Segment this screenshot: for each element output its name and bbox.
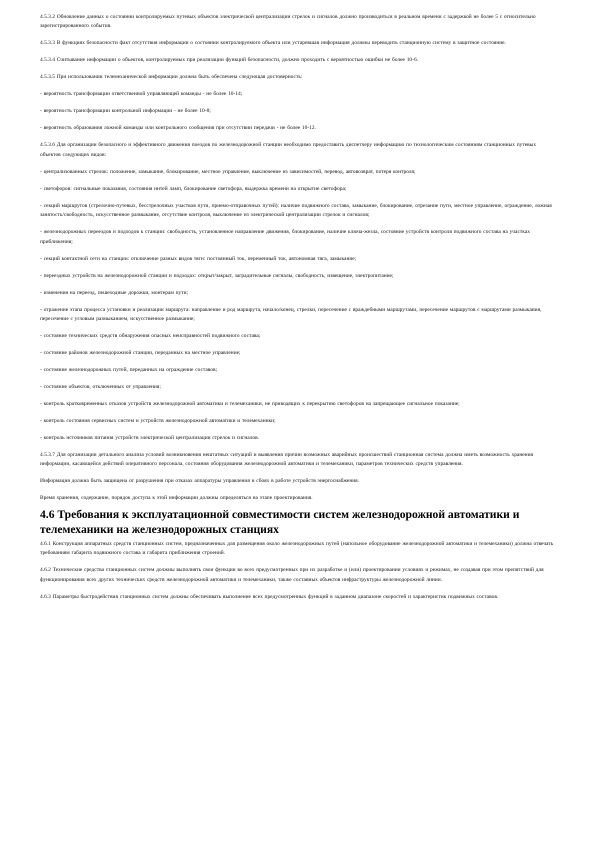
- list-item: - секций контактной сети на станции: отключение разных видов тяги: постоянный ток, переменный ток, автономная тяга, замыкание;: [40, 255, 357, 262]
- list-item: - переездных устройств на железнодорожной станции и подходах: открыт/закрыт, заградительные сигналы, свободность, извещение, электропитание;: [40, 272, 394, 279]
- list-item: - контроль кратковременных отказов устройств железнодорожной автоматики и телемеханики, не приводящих к перекрытию светофоров на запрещающее сигнальное показание;: [40, 401, 460, 408]
- list-item: - состояние железнодорожных путей, переданных на ограждение составов;: [40, 367, 218, 374]
- list-item: - изменения на переезд, пешеходные дорожки, монтерам пути;: [40, 289, 189, 296]
- section-4-5-3: [40, 13, 555, 504]
- list-item: - контроль состояния сервисных систем и устройств железнодорожной автоматики и телемеханики;: [40, 418, 276, 425]
- list-item: - состояние объектов, отключенных от управления;: [40, 384, 161, 391]
- list-item: - вероятность трансформации ответственной управляющей команды - не более 10-14;: [40, 91, 243, 98]
- list-item: - секций маршрутов (стрелочно-путевых, бесстрелочных участков пути, приемо-отправочных путей): наличие подвижного состава, замыкание, блокирование, отрезание пути, местное управление, ограждение, ложная занятость/свободность, искусственное размыкание, отсутствие контроля, выключение из электрической централизации стрелок и сигналов;: [40, 202, 552, 219]
- paragraph: Время хранения, содержание, порядок доступа к этой информации должны определяться на этапе проектирования.: [40, 495, 313, 502]
- paragraph: 4.5.3.2 Обновление данных о состоянии контролируемых путевых объектов электрической централизации стрелок и сигналов должно производиться в реальном времени с задержкой не более 5 с относительно зарегистрированного события.: [40, 14, 536, 30]
- list-item: - централизованных стрелок: положение, замыкание, блокирование, местное управление, выключение из зависимостей, перевод, автовозврат, потеря контроля;: [40, 168, 416, 175]
- list-item: - отражение этапа процесса установки и реализации маршрута: направление и род маршрута, начало/конец, стрелки, пересечение с враждебными маршрутами, пересечение маршрутов с маршрутами размыкания, пересечение с угловым размыканием, искусственное размыкание;: [40, 306, 542, 323]
- section-heading: 4.6 Требования к эксплуатационной совместимости систем железнодорожной автоматики и телемеханики на железнодорожных станциях: [40, 507, 520, 536]
- paragraph: 4.6.3 Параметры быстродействия станционных систем должны обеспечивать выполнение всех предусмотренных функций в заданном диапазоне скоростей и характеристик подвижных составов.: [40, 593, 499, 600]
- paragraph: 4.5.3.6 Для организации безопасного и эффективного движения поездов по железнодорожной станции необходимо предоставить диспетчеру информацию по технологическим состояниям станционных путевых объектов следующих видов:: [40, 142, 537, 158]
- paragraph: 4.6.2 Технические средства станционных систем должны выполнять свои функции во всех предусмотренных при их разработке и (или) проектировании условиях и режимах, не создавая при этом препятствий для функционирования всех других технических средств железнодорожной автоматики и телемеханики, также составных объектов инфраструктуры железнодорожной линии.: [40, 567, 544, 583]
- list-item: - вероятность трансформации контрольной информации - не более 10-8;: [40, 108, 211, 115]
- paragraph: 4.6.1 Конструкция аппаратных средств станционных систем, предназначенных для размещения около железнодорожных путей (напольное оборудование железнодорожной автоматики и телемеханики) должна отвечать требованиям габарита подвижного состава и габарита приближения строений.: [40, 540, 554, 557]
- paragraph: 4.5.3.7 Для организации детального анализа условий возникновения нештатных ситуаций и выявления причин возможных аварийных происшествий станционная система должна иметь возможность хранения информации, касающейся действий оперативного персонала, состояния оборудования железнодорожной автоматики и телемеханики, параметров технических средств управления.: [40, 452, 533, 468]
- list-item: - состояние технических средств обнаружения опасных неисправностей подвижного состава;: [40, 333, 261, 340]
- list-item: - состояние районов железнодорожной станции, переданных на местное управление;: [40, 350, 241, 357]
- paragraph: 4.5.3.5 При использовании телемеханической информации должна быть обеспечена следующая достоверность:: [40, 74, 303, 81]
- paragraph: 4.5.3.3 В функциях безопасности факт отсутствия информации о состоянии контролируемого объекта или устаревшая информация должны переводить станционную систему в защитное состояние.: [40, 40, 506, 47]
- list-item: - контроль источников питания устройств электрической централизации стрелок и сигналов.: [40, 435, 260, 442]
- paragraph: Информация должна быть защищена от разрушения при отказах аппаратуры управления и сбоях в работе устройств энергоснабжения.: [40, 478, 360, 485]
- list-item: - вероятность образования ложной команды или контрольного сообщения при отсутствии передачи - не более 10-12.: [40, 125, 316, 132]
- paragraph: 4.5.3.4 Считывание информации о объектов, контролируемых при реализации функций безопасности, должно проходить с вероятностью ошибки не более 10-6.: [40, 57, 419, 64]
- section-4-6: [40, 540, 555, 602]
- list-item: - железнодорожных переездов и подходов к станции: свободность, установленное направление движения, блокирование, наличие ключа-жезла, состояние устройств контроля подвижного состава на участках приближения;: [40, 229, 530, 245]
- list-item: - светофоров: сигнальные показания, состояния нитей ламп, блокирование светофора, выдержка времени на открытие светофора;: [40, 185, 347, 192]
